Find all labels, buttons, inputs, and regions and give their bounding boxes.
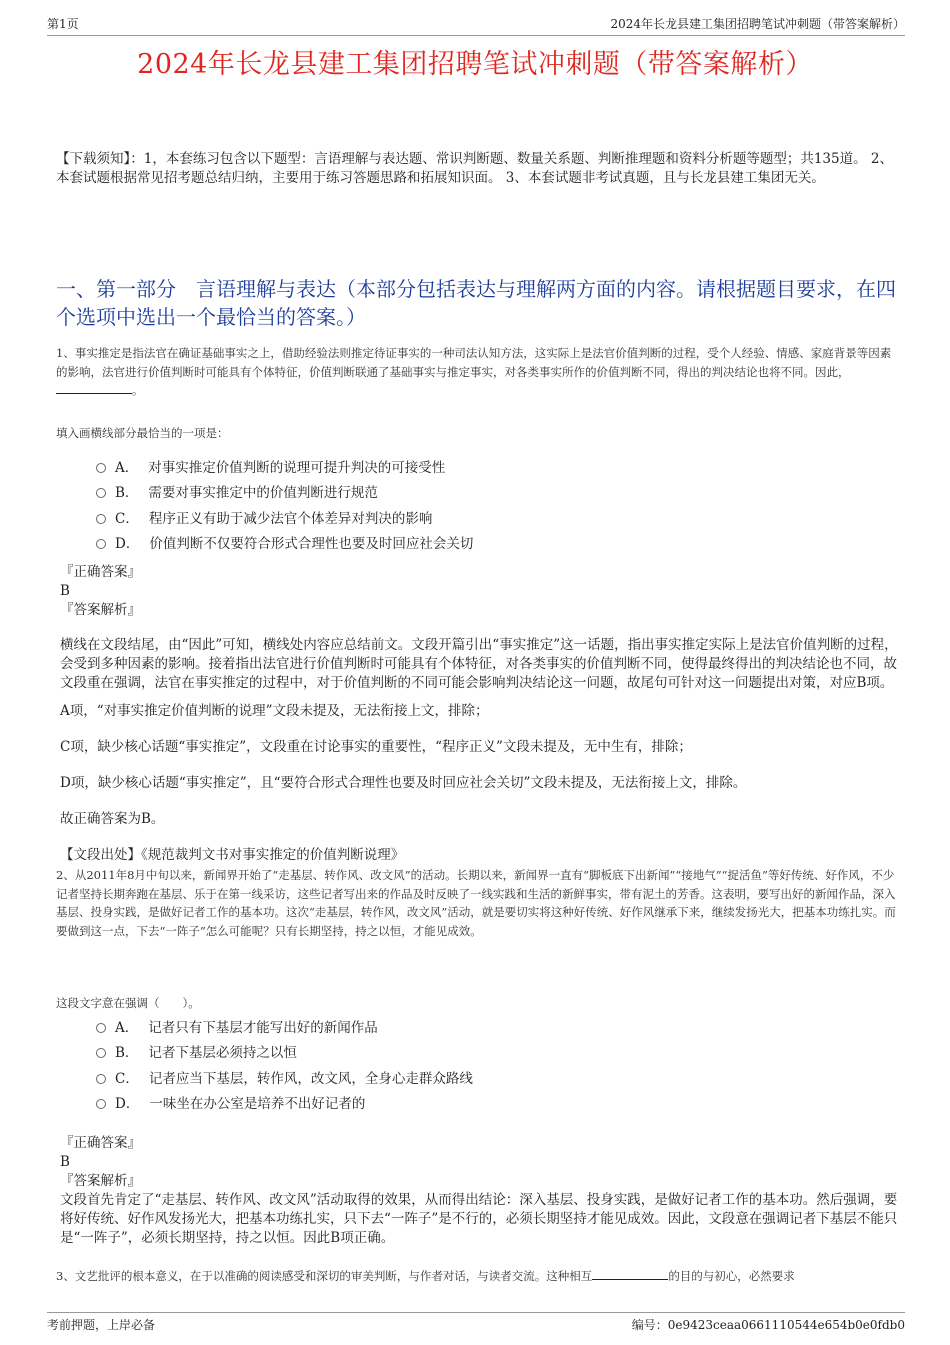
option-a[interactable]: A． 对事实推定价值判断的说理可提升判决的可接受性 — [96, 453, 473, 479]
option-b[interactable]: B． 需要对事实推定中的价值判断进行规范 — [96, 479, 473, 505]
radio-icon[interactable] — [96, 488, 106, 498]
question-2-options — [96, 1013, 473, 1115]
question-3-stem: 3、文艺批评的根本意义，在于以准确的阅读感受和深切的审美判断，与作者对话，与读者交流。这种相互 的目的与初心，必然要求 — [56, 1269, 795, 1283]
question-1-options — [96, 453, 473, 555]
option-a[interactable]: A． 记者只有下基层才能写出好的新闻作品 — [96, 1013, 473, 1039]
download-notice: 【下载须知】：1，本套练习包含以下题型：言语理解与表达题、常识判断题、数量关系题、判断推理题和资料分析题等题型；共135道。 2、本套试题根据常见招考题总结归纳，主要用于练习答题思路和拓展知识面。 3、本套试题非考试真题，且与长龙县建工集团无关。 — [56, 151, 893, 186]
question-1-analysis — [60, 636, 898, 865]
answer-label: 『正确答案』 — [60, 564, 141, 580]
radio-icon[interactable] — [96, 539, 106, 549]
analysis-paragraph: 横线在文段结尾，由“因此”可知，横线处内容应总结前文。文段开篇引出“事实推定”这一话题，指出事实推定实际上是法官价值判断的过程，会受到多种因素的影响。接着指出法官进行价值判断时可能具有个体特征，对各类事实的价值判断不同，使得最终得出的判决结论也不同，故文段重在强调，法官在事实推定的过程中，对于价值判断的不同可能会影响判决结论这一问题，故尾句可针对这一问题提出对策，对应B项。 — [60, 637, 898, 691]
radio-icon[interactable] — [96, 514, 106, 524]
fill-blank — [56, 381, 132, 394]
radio-icon[interactable] — [96, 1023, 106, 1033]
page-title: 2024年长龙县建工集团招聘笔试冲刺题（带答案解析） — [137, 49, 813, 80]
analysis-paragraph: 文段首先肯定了“走基层、转作风、改文风”活动取得的效果，从而得出结论：深入基层、投身实践，是做好记者工作的基本功。然后强调，要将好传统、好作风发扬光大，把基本功练扎实，只下去“一阵子”是不行的，必须长期坚持才能见成效。因此，文段意在强调记者下基层不能只是“一阵子”，必须长期坚持，持之以恒。因此B项正确。 — [60, 1192, 898, 1246]
option-c[interactable]: C． 记者应当下基层，转作风，改文风，全身心走群众路线 — [96, 1064, 473, 1090]
radio-icon[interactable] — [96, 1048, 106, 1058]
question-2-prompt: 这段文字意在强调（ ）。 — [56, 996, 200, 1010]
option-d[interactable]: D． 一味坐在办公室是培养不出好记者的 — [96, 1090, 473, 1116]
page-footer — [47, 1312, 905, 1336]
page-header — [47, 13, 905, 36]
radio-icon[interactable] — [96, 1074, 106, 1084]
radio-icon[interactable] — [96, 1099, 106, 1109]
option-b[interactable]: B． 记者下基层必须持之以恒 — [96, 1039, 473, 1065]
answer-value: B — [60, 583, 70, 599]
question-1-prompt: 填入画横线部分最恰当的一项是： — [56, 426, 229, 440]
analysis-label: 『答案解析』 — [60, 1173, 141, 1189]
section-heading: 一、第一部分 言语理解与表达（本部分包括表达与理解两方面的内容。请根据题目要求，在四个选项中选出一个最恰当的答案。） — [56, 277, 896, 329]
radio-icon[interactable] — [96, 463, 106, 473]
analysis-paragraph: A项，“对事实推定价值判断的说理”文段未提及，无法衔接上文，排除； — [60, 703, 489, 719]
question-2-answer — [60, 1134, 898, 1248]
analysis-paragraph: 故正确答案为B。 — [60, 811, 165, 827]
fill-blank — [592, 1267, 668, 1280]
page-number: 第1页 — [47, 17, 79, 31]
answer-value: B — [60, 1154, 70, 1170]
option-c[interactable]: C． 程序正义有助于减少法官个体差异对判决的影响 — [96, 504, 473, 530]
footer-doc-id: 编号：0e9423ceaa0661110544e654b0e0fdb0 — [631, 1318, 905, 1332]
analysis-label: 『答案解析』 — [60, 602, 141, 618]
question-1-stem: 1、事实推定是指法官在确证基础事实之上，借助经验法则推定待证事实的一种司法认知方法，这实际上是法官价值判断的过程，受个人经验、情感、家庭背景等因素的影响，法官进行价值判断时可能具有个体特征，价值判断联通了基础事实与推定事实，对各类事实所作的价值判断不同，得出的判决结论也将不同。因此，。 — [56, 346, 892, 397]
answer-label: 『正确答案』 — [60, 1135, 141, 1151]
source-citation: 【文段出处】《规范裁判文书对事实推定的价值判断说理》 — [60, 847, 405, 863]
analysis-paragraph: C项，缺少核心话题“事实推定”，文段重在讨论事实的重要性，“程序正义”文段未提及，无中生有，排除； — [60, 739, 692, 755]
header-doc-title: 2024年长龙县建工集团招聘笔试冲刺题（带答案解析） — [610, 17, 905, 31]
footer-slogan: 考前押题，上岸必备 — [47, 1318, 156, 1332]
analysis-paragraph: D项，缺少核心话题“事实推定”，且“要符合形式合理性也要及时回应社会关切”文段未提及，无法衔接上文，排除。 — [60, 775, 747, 791]
option-d[interactable]: D． 价值判断不仅要符合形式合理性也要及时回应社会关切 — [96, 530, 473, 556]
question-2-stem: 2、从2011年8月中旬以来，新闻界开始了“走基层、转作风、改文风”的活动。长期以来，新闻界一直有“脚板底下出新闻”“接地气”“捉活鱼”等好传统、好作风，不少记者坚持长期奔跑在基层、乐于在第一线采访，这些记者写出来的作品及时反映了一线实践和生活的新鲜事实，带有泥土的芳香。这表明，要写出好的新闻作品，深入基层、投身实践，是做好记者工作的基本功。这次“走基层，转作风，改文风”活动，就是要切实将这种好传统、好作风继承下来，继续发扬光大，把基本功练扎实。而要做到这一点，下去“一阵子”怎么可能呢？只有长期坚持，持之以恒，才能见成效。 — [56, 868, 896, 938]
question-1-answer — [60, 563, 898, 620]
